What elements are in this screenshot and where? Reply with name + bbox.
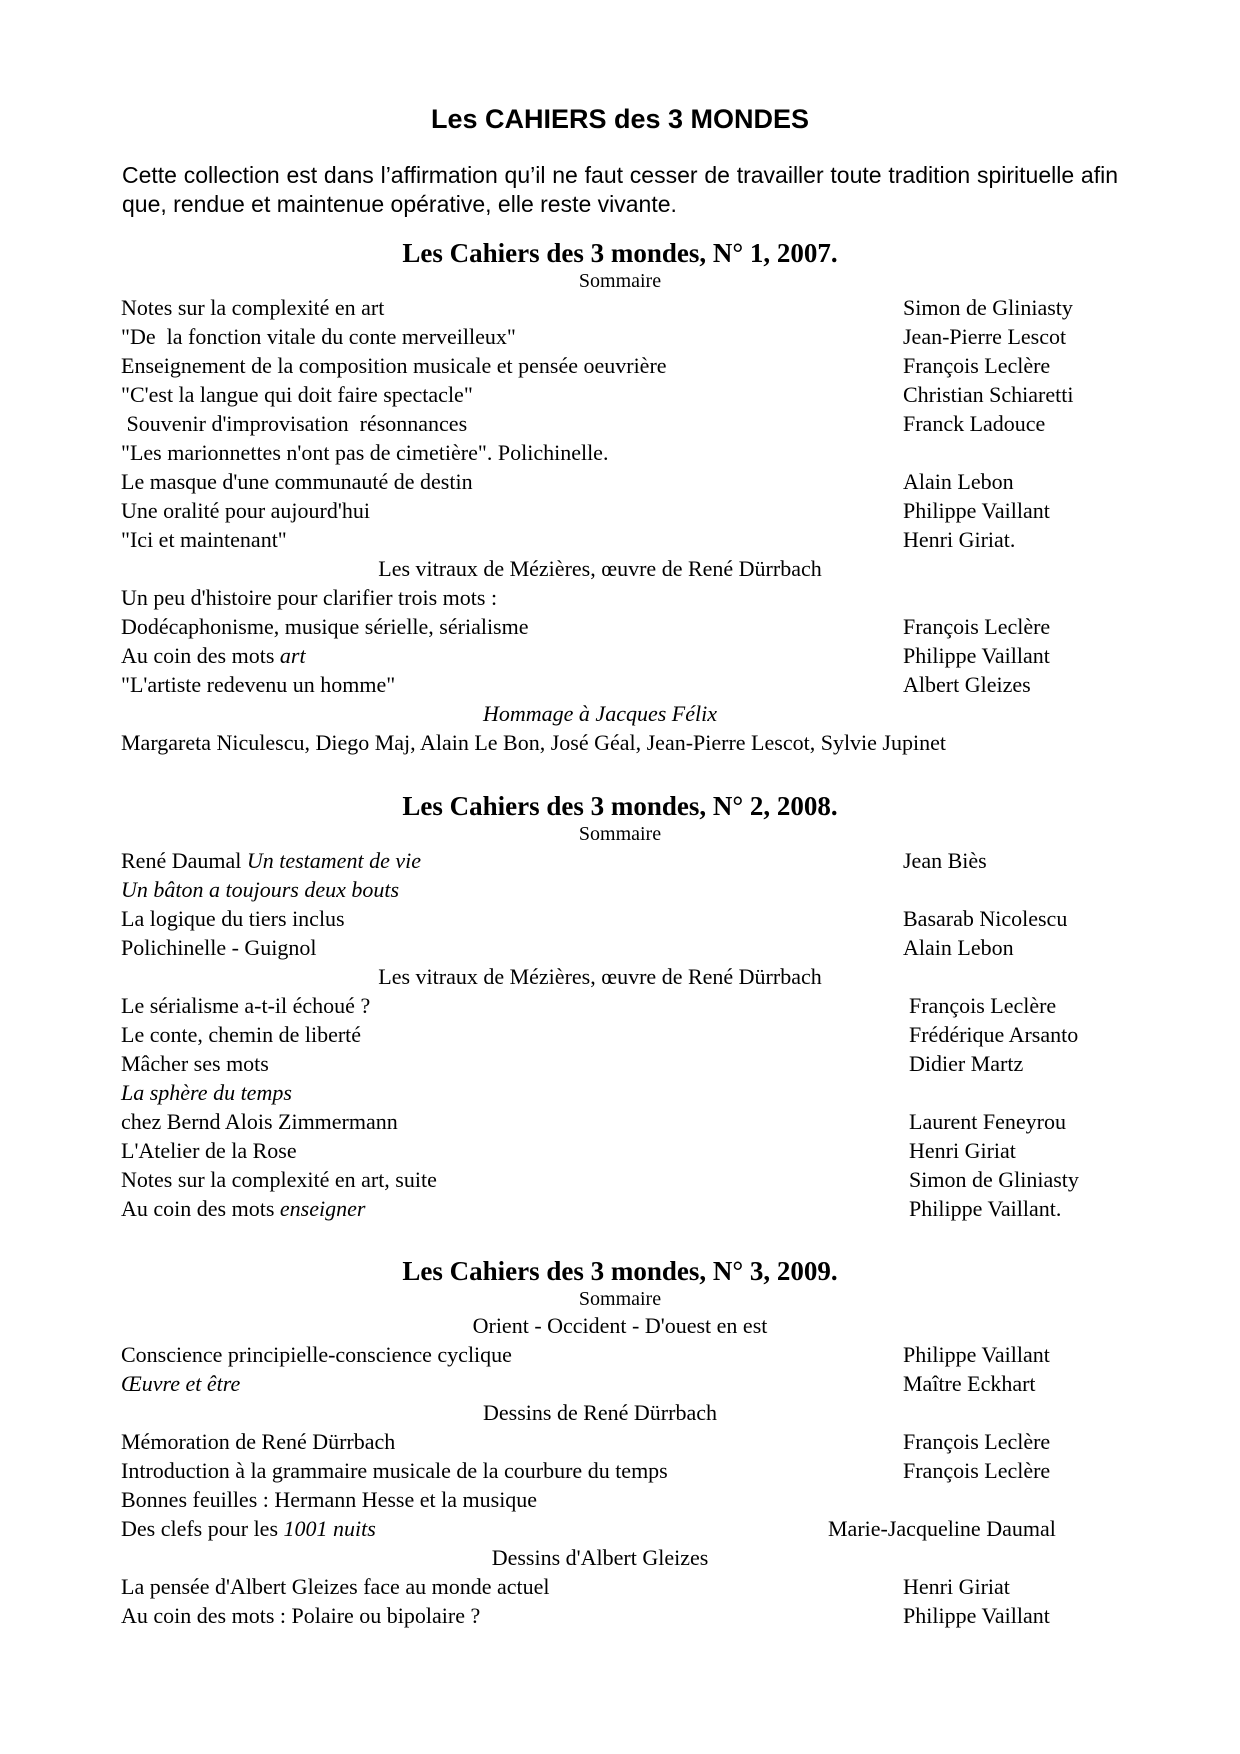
entry-title-text: "Les marionnettes n'ont pas de cimetière". Polichinelle.: [121, 440, 609, 465]
entry-title: [121, 1485, 537, 1514]
entry-author: François Leclère: [909, 993, 1057, 1018]
toc-entry: [0, 1514, 1240, 1543]
issue-3-section: [0, 1255, 1240, 1630]
toc-entry: [0, 351, 1240, 380]
section-subheading: Les vitraux de Mézières, œuvre de René Dürrbach: [378, 964, 822, 989]
entry-title-text: Mémoration de René Dürrbach: [121, 1429, 396, 1454]
entry-title: [121, 1514, 376, 1543]
entry-title-text: Des clefs pour les: [121, 1516, 284, 1541]
entry-author: Jean Biès: [903, 848, 987, 873]
entry-title-text: Un peu d'histoire pour clarifier trois mots :: [121, 585, 498, 610]
toc-entry: [0, 1020, 1240, 1049]
sommaire-label: Sommaire: [578, 1288, 662, 1310]
entry-author: Henri Giriat: [903, 1574, 1010, 1599]
entry-author: Maître Eckhart: [903, 1371, 1036, 1396]
entry-title: [121, 322, 516, 351]
toc-entry: [0, 1340, 1240, 1369]
entry-author: Laurent Feneyrou: [909, 1109, 1066, 1134]
entry-title-text: Le masque d'une communauté de destin: [121, 469, 473, 494]
issue-2-section: [0, 790, 1240, 1223]
toc-entry: [0, 467, 1240, 496]
issue-heading: Les Cahiers des 3 mondes, N° 3, 2009.: [402, 1256, 838, 1286]
entry-title-text: Margareta Niculescu, Diego Maj, Alain Le Bon, José Géal, Jean-Pierre Lescot, Sylvie Jupinet: [121, 730, 946, 755]
toc-entry: [0, 293, 1240, 322]
entry-title: [121, 1427, 395, 1456]
entry-title: [121, 1194, 365, 1223]
issue-1-section: [0, 237, 1240, 757]
toc-entry: [0, 1107, 1240, 1136]
issue-2-entries: [0, 846, 1240, 1223]
entry-author: François Leclère: [903, 353, 1051, 378]
entry-title-text: René Daumal: [121, 848, 247, 873]
entry-title: [121, 1572, 549, 1601]
entry-title-text: Souvenir d'improvisation résonnances: [121, 411, 468, 436]
toc-entry: [0, 554, 1240, 583]
entry-title: [121, 846, 421, 875]
entry-title: [121, 409, 467, 438]
section-subheading: Orient - Occident - D'ouest en est: [472, 1313, 768, 1338]
toc-entry: [0, 525, 1240, 554]
toc-entry: [0, 1601, 1240, 1630]
entry-author: Alain Lebon: [903, 935, 1014, 960]
entry-title-text: Notes sur la complexité en art, suite: [121, 1167, 437, 1192]
entry-title-text: Bonnes feuilles : Hermann Hesse et la musique: [121, 1487, 538, 1512]
issue-1-entries: [0, 293, 1240, 757]
sommaire-label: Sommaire: [578, 823, 662, 845]
entry-title-text: Au coin des mots: [121, 643, 280, 668]
section-subheading: Dessins d'Albert Gleizes: [491, 1545, 709, 1570]
entry-title-italic: enseigner: [279, 1196, 366, 1221]
entry-author: Albert Gleizes: [903, 672, 1031, 697]
entry-title: [121, 1601, 480, 1630]
entry-author: Henri Giriat: [909, 1138, 1016, 1163]
entry-title-text: Une oralité pour aujourd'hui: [121, 498, 370, 523]
toc-entry: [0, 583, 1240, 612]
entry-title-italic: Un bâton a toujours deux bouts: [121, 877, 400, 902]
issue-heading: Les Cahiers des 3 mondes, N° 2, 2008.: [402, 791, 838, 821]
entry-title-italic: Un testament de vie: [246, 848, 421, 873]
toc-entry: [0, 1369, 1240, 1398]
entry-author: Philippe Vaillant.: [909, 1196, 1062, 1221]
issue-heading: Les Cahiers des 3 mondes, N° 1, 2007.: [402, 238, 838, 268]
entry-title-text: Polichinelle - Guignol: [121, 935, 317, 960]
toc-entry: [0, 1136, 1240, 1165]
entry-title: [121, 1165, 437, 1194]
entry-title-text: "De la fonction vitale du conte merveilleux": [121, 324, 516, 349]
toc-entry: [0, 612, 1240, 641]
toc-entry: [0, 496, 1240, 525]
entry-title: [121, 875, 399, 904]
section-subheading-italic: Hommage à Jacques Félix: [483, 701, 717, 726]
entry-title: [121, 1456, 668, 1485]
entry-title-italic: La sphère du temps: [121, 1080, 292, 1105]
toc-entry: [0, 991, 1240, 1020]
entry-title-text: L'Atelier de la Rose: [121, 1138, 297, 1163]
entry-author: Henri Giriat.: [903, 527, 1016, 552]
entry-author: Alain Lebon: [903, 469, 1014, 494]
entry-author: Simon de Gliniasty: [909, 1167, 1079, 1192]
entry-author: Philippe Vaillant: [903, 1342, 1050, 1367]
section-subheading: Dessins de René Dürrbach: [483, 1400, 717, 1425]
entry-title-italic: Œuvre et être: [121, 1371, 241, 1396]
toc-entry: [0, 380, 1240, 409]
entry-title: [121, 496, 370, 525]
entry-author: Marie-Jacqueline Daumal: [828, 1516, 1056, 1541]
entry-title-italic: 1001 nuits: [283, 1516, 376, 1541]
entry-title: [121, 380, 473, 409]
entry-title: [121, 1340, 512, 1369]
entry-title: [121, 641, 306, 670]
toc-entry: [0, 1572, 1240, 1601]
page-title: Les CAHIERS des 3 MONDES: [430, 104, 810, 134]
toc-entry: [0, 1427, 1240, 1456]
toc-entry: [0, 1311, 1240, 1340]
entry-title: [121, 467, 473, 496]
entry-author: Didier Martz: [909, 1051, 1024, 1076]
entry-title: [121, 728, 946, 757]
toc-entry: [0, 962, 1240, 991]
entry-title-text: Au coin des mots : Polaire ou bipolaire ?: [121, 1603, 481, 1628]
entry-author: François Leclère: [903, 1458, 1051, 1483]
entry-title: [121, 904, 345, 933]
entry-title: [121, 1078, 292, 1107]
toc-entry: [0, 728, 1240, 757]
entry-title-text: La pensée d'Albert Gleizes face au monde actuel: [121, 1574, 550, 1599]
entry-title-text: chez Bernd Alois Zimmermann: [121, 1109, 398, 1134]
entry-author: Philippe Vaillant: [903, 498, 1050, 523]
entry-title: [121, 525, 287, 554]
entry-title-text: "L'artiste redevenu un homme": [121, 672, 396, 697]
entry-title: [121, 1369, 240, 1398]
entry-title-text: Notes sur la complexité en art: [121, 295, 385, 320]
toc-entry: [0, 1194, 1240, 1223]
entry-title-italic: art: [279, 643, 306, 668]
entry-title-text: Conscience principielle-conscience cyclique: [121, 1342, 512, 1367]
entry-author: François Leclère: [903, 1429, 1051, 1454]
toc-entry: [0, 933, 1240, 962]
entry-author: Philippe Vaillant: [903, 1603, 1050, 1628]
entry-title-text: "Ici et maintenant": [121, 527, 287, 552]
toc-entry: [0, 1049, 1240, 1078]
entry-title-text: "C'est la langue qui doit faire spectacle": [121, 382, 473, 407]
entry-title: [121, 1107, 398, 1136]
issue-3-entries: [0, 1311, 1240, 1630]
entry-title: [121, 583, 497, 612]
entry-author: Christian Schiaretti: [903, 382, 1074, 407]
entry-title: [121, 438, 608, 467]
entry-title: [121, 670, 395, 699]
entry-title-text: Le sérialisme a-t-il échoué ?: [121, 993, 371, 1018]
entry-title: [121, 293, 384, 322]
toc-entry: [0, 904, 1240, 933]
section-subheading: [0, 699, 1220, 728]
entry-author: Frédérique Arsanto: [909, 1022, 1079, 1047]
entry-title: [121, 1049, 269, 1078]
toc-entry: [0, 1485, 1240, 1514]
entry-title: [121, 612, 529, 641]
entry-title-text: Le conte, chemin de liberté: [121, 1022, 362, 1047]
entry-title-text: Dodécaphonisme, musique sérielle, sérialisme: [121, 614, 529, 639]
entry-author: François Leclère: [903, 614, 1051, 639]
entry-title: [121, 991, 370, 1020]
entry-author: Basarab Nicolescu: [903, 906, 1068, 931]
entry-title-text: Mâcher ses mots: [121, 1051, 269, 1076]
entry-title-text: Enseignement de la composition musicale et pensée oeuvrière: [121, 353, 667, 378]
entry-title-text: Introduction à la grammaire musicale de la courbure du temps: [121, 1458, 668, 1483]
entry-author: Franck Ladouce: [903, 411, 1046, 436]
entry-title: [121, 1136, 297, 1165]
toc-entry: [0, 409, 1240, 438]
toc-entry: [0, 641, 1240, 670]
toc-entry: [0, 322, 1240, 351]
toc-entry: [0, 1078, 1240, 1107]
toc-entry: [0, 846, 1240, 875]
entry-title: [121, 1020, 361, 1049]
toc-entry: [0, 1543, 1240, 1572]
toc-entry: [0, 1456, 1240, 1485]
entry-title: [121, 351, 667, 380]
entry-title: [121, 933, 317, 962]
toc-entry: [0, 1398, 1240, 1427]
toc-entry: [0, 1165, 1240, 1194]
entry-author: Simon de Gliniasty: [903, 295, 1073, 320]
entry-title-text: Au coin des mots: [121, 1196, 280, 1221]
intro-paragraph: Cette collection est dans l’affirmation qu’il ne faut cesser de travailler toute tradition spirituelle afin que, rendue et maintenue opérative, elle reste vivante.: [122, 162, 1118, 217]
toc-entry: [0, 438, 1240, 467]
toc-entry: [0, 875, 1240, 904]
sommaire-label: Sommaire: [578, 270, 662, 292]
section-subheading: Les vitraux de Mézières, œuvre de René Dürrbach: [378, 556, 822, 581]
entry-author: Jean-Pierre Lescot: [903, 324, 1067, 349]
entry-title-text: La logique du tiers inclus: [121, 906, 345, 931]
toc-entry: [0, 670, 1240, 699]
entry-author: Philippe Vaillant: [903, 643, 1050, 668]
toc-entry: [0, 699, 1240, 728]
